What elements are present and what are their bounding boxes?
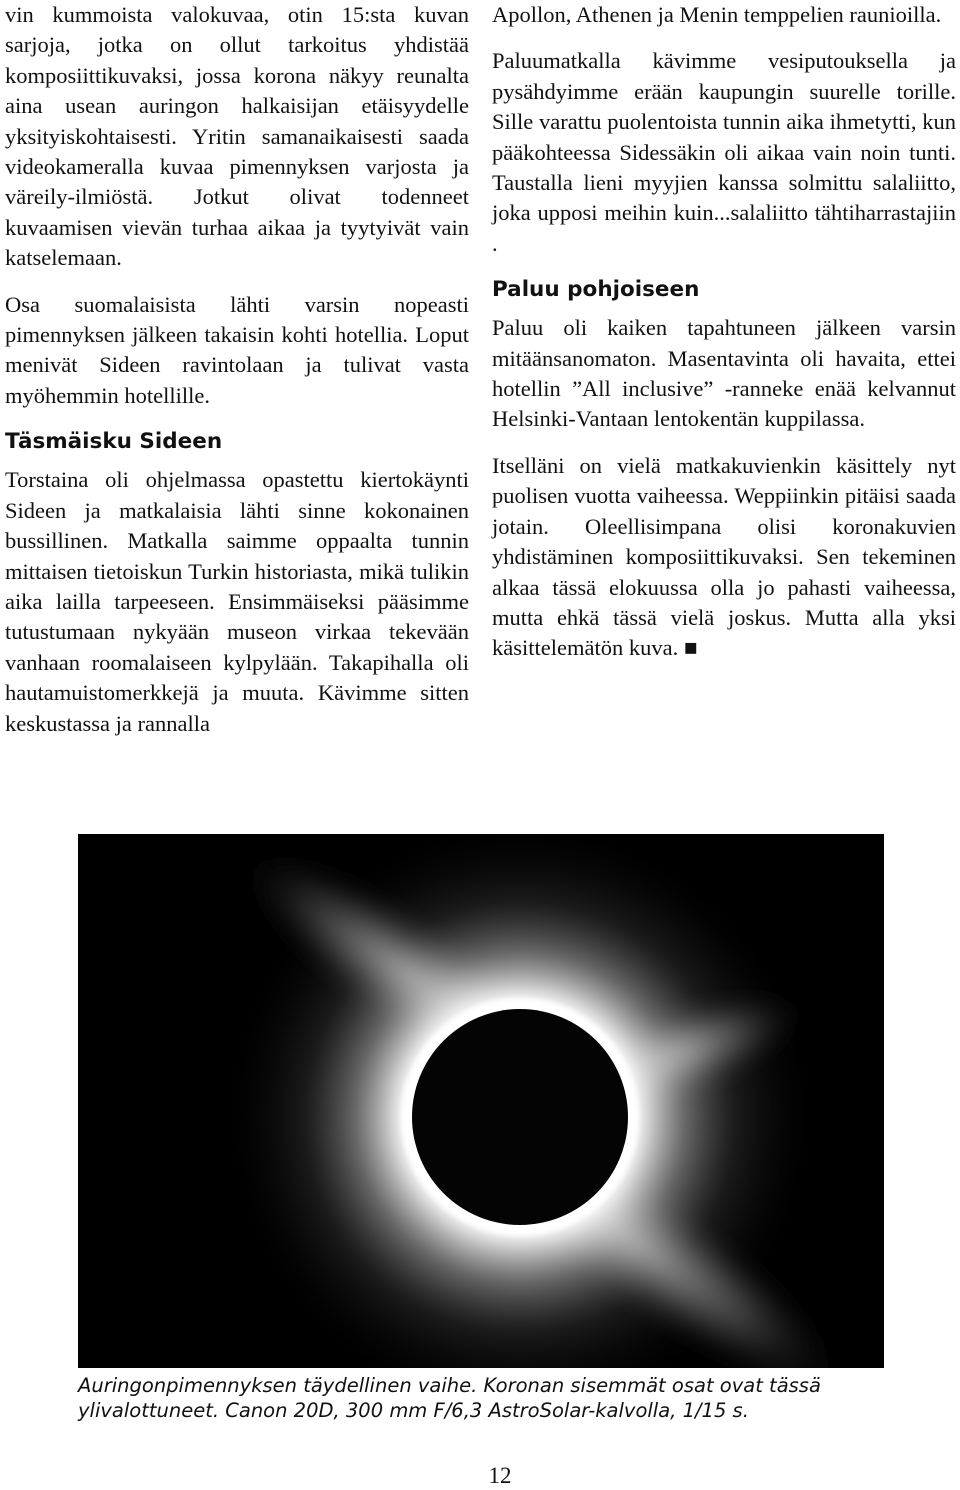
paragraph-return-trip: Paluumatkalla kävimme vesiputouksella ja pysähdyimme erään kaupungin suurelle torille. Sille varattu puolentoista tunnin aika ihmetytti, kun pääkohteessa Sidessäkin oli aikaa vain noin tunti. Taustalla lieni myyjien kanssa solmittu salaliitto, joka upposi meihin kuin...salaliitto tähtiharrastajiin . xyxy=(492,48,956,256)
end-mark: ■ xyxy=(683,635,698,661)
paragraph-photo-processing xyxy=(492,451,956,664)
left-column xyxy=(5,0,469,739)
paragraph-return-to-hotel: Osa suomalaisista lähti varsin nopeasti pimennyksen jälkeen takaisin kohti hotellia. Loput menivät Sideen ravintolaan ja tulivat vasta myöhemmin hotellille. xyxy=(5,291,469,408)
paragraph-eclipse-photography: vin kummoista valokuvaa, otin 15:sta kuvan sarjoja, jotka on ollut tarkoitus yhdistää komposiittikuvaksi, jossa korona näkyy reunalta aina usean auringon halkaisijan etäisyydelle yksityiskohtaisesti. Yritin samanaikaisesti saada videokameralla kuvaa pimennyksen varjosta ja väreily-ilmiöstä. Jotkut olivat todenneet kuvaamisen vievän turhaa aikaa ja tyytyivät vain katselemaan. xyxy=(5,2,469,271)
heading-return-north: Paluu pohjoiseen xyxy=(492,277,700,303)
photo-caption: Auringonpimennyksen täydellinen vaihe. Koronan sisemmät osat ovat tässä ylivalottuneet. Canon 20D, 300 mm F/6,3 AstroSolar-kalvolla, 1/15 s. xyxy=(78,1374,821,1422)
eclipse-photo xyxy=(78,834,884,1368)
paragraph-return-home: Paluu oli kaiken tapahtuneen jälkeen varsin mitäänsanomaton. Masentavinta oli havaita, ettei hotellin ”All inclusive” -ranneke enää kelvannut Helsinki-Vantaan lentokentän kuppilassa. xyxy=(492,315,956,432)
right-column xyxy=(492,0,956,664)
moon-disk xyxy=(412,1009,628,1225)
heading-side-trip: Täsmäisku Sideen xyxy=(5,429,223,455)
paragraph-side-trip: Torstaina oli ohjelmassa opastettu kiertokäynti Sideen ja matkalaisia lähti sinne kokonainen bussillinen. Matkalla saimme oppaalta tunnin mittaisen tietoiskun Turkin historiasta, mikä tulikin aika lailla tarpeeseen. Ensimmäiseksi pääsimme tutustumaan nykyään museon virkaa tekevään vanhaan roomalaiseen kylpylään. Takapihalla oli hautamuistomerkkejä ja muuta. Kävimme sitten keskustassa ja rannalla xyxy=(5,467,469,736)
page-number: 12 xyxy=(488,1463,512,1488)
photo-processing-text: Itselläni on vielä matkakuvienkin käsittely nyt puolisen vuotta vaiheessa. Weppiinkin pitäisi saada jotain. Oleellisimpana olisi koronakuvien yhdistäminen komposiittikuvaksi. Sen tekeminen alkaa tässä elokuussa olla jo pahasti vaiheessa, mutta ehkä tässä vielä joskus. Mutta alla yksi käsittelemätön kuva. xyxy=(492,452,956,661)
paragraph-temple-ruins: Apollon, Athenen ja Menin temppelien raunioilla. xyxy=(492,2,942,27)
